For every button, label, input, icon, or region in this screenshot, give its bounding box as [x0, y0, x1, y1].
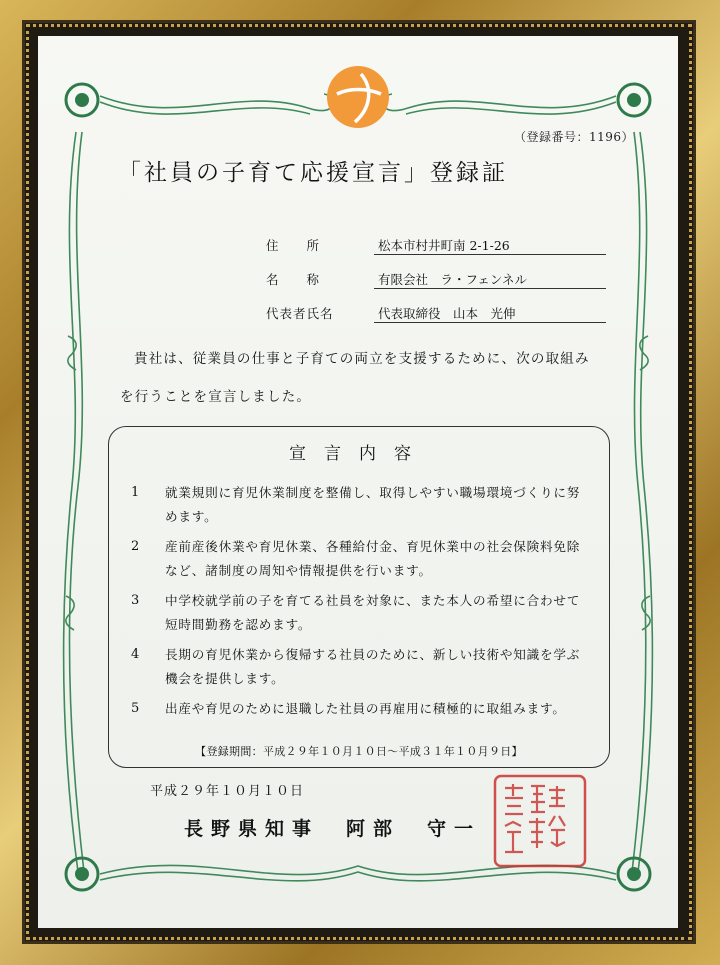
- program-logo-icon: [325, 64, 391, 130]
- representative-value: 代表取締役 山本 光伸: [374, 304, 606, 323]
- item-number: 4: [131, 647, 140, 662]
- declaration-heading: 宣言内容: [289, 444, 429, 464]
- item-number: 1: [131, 485, 140, 500]
- issue-date: 平成２９年１０月１０日: [150, 784, 305, 799]
- registration-number: （登録番号：1196）: [513, 130, 634, 144]
- address-row: [266, 230, 616, 264]
- address-label: 住 所: [266, 238, 321, 253]
- declaration-item: [131, 535, 591, 583]
- declaration-item: [131, 643, 591, 691]
- company-name-row: [266, 264, 616, 298]
- declaration-item: [131, 481, 591, 529]
- intro-text: [120, 340, 640, 416]
- company-info: [266, 230, 616, 332]
- item-text: 就業規則に育児休業制度を整備し、取得しやすい職場環境づくりに努めます。: [165, 485, 581, 524]
- registration-period: 【登録期間：平成２９年１０月１０日～平成３１年１０月９日】: [195, 745, 523, 758]
- representative-row: [266, 298, 616, 332]
- item-text: 産前産後休業や育児休業、各種給付金、育児休業中の社会保険料免除など、諸制度の周知や情報提供を行います。: [165, 539, 581, 578]
- certificate-paper: [38, 36, 678, 928]
- item-text: 中学校就学前の子を育てる社員を対象に、また本人の希望に合わせて短時間勤務を認めます。: [165, 593, 581, 632]
- item-text: 出産や育児のために退職した社員の再雇用に積極的に取組みます。: [165, 701, 566, 716]
- official-seal-stamp: [491, 772, 589, 870]
- intro-line-1: 貴社は、従業員の仕事と子育ての両立を支援するために、次の取組み: [134, 351, 590, 367]
- declaration-item: [131, 697, 591, 721]
- representative-label: 代表者氏名: [266, 306, 334, 321]
- intro-line-2: を行うことを宣言しました。: [120, 389, 312, 405]
- company-name-label: 名 称: [266, 272, 321, 287]
- address-value: 松本市村井町南 2-1-26: [374, 236, 606, 255]
- declaration-box: [108, 426, 610, 768]
- certificate-title: 「社員の子育て応援宣言」登録証: [118, 160, 508, 186]
- declaration-item: [131, 589, 591, 637]
- item-number: 3: [131, 593, 140, 608]
- item-number: 2: [131, 539, 140, 554]
- item-number: 5: [131, 701, 140, 716]
- company-name-value: 有限会社 ラ・フェンネル: [374, 270, 606, 289]
- signatory-name: 長野県知事 阿部 守一: [184, 818, 482, 840]
- item-text: 長期の育児休業から復帰する社員のために、新しい技術や知識を学ぶ機会を提供します。: [165, 647, 581, 686]
- declaration-list: [131, 481, 591, 727]
